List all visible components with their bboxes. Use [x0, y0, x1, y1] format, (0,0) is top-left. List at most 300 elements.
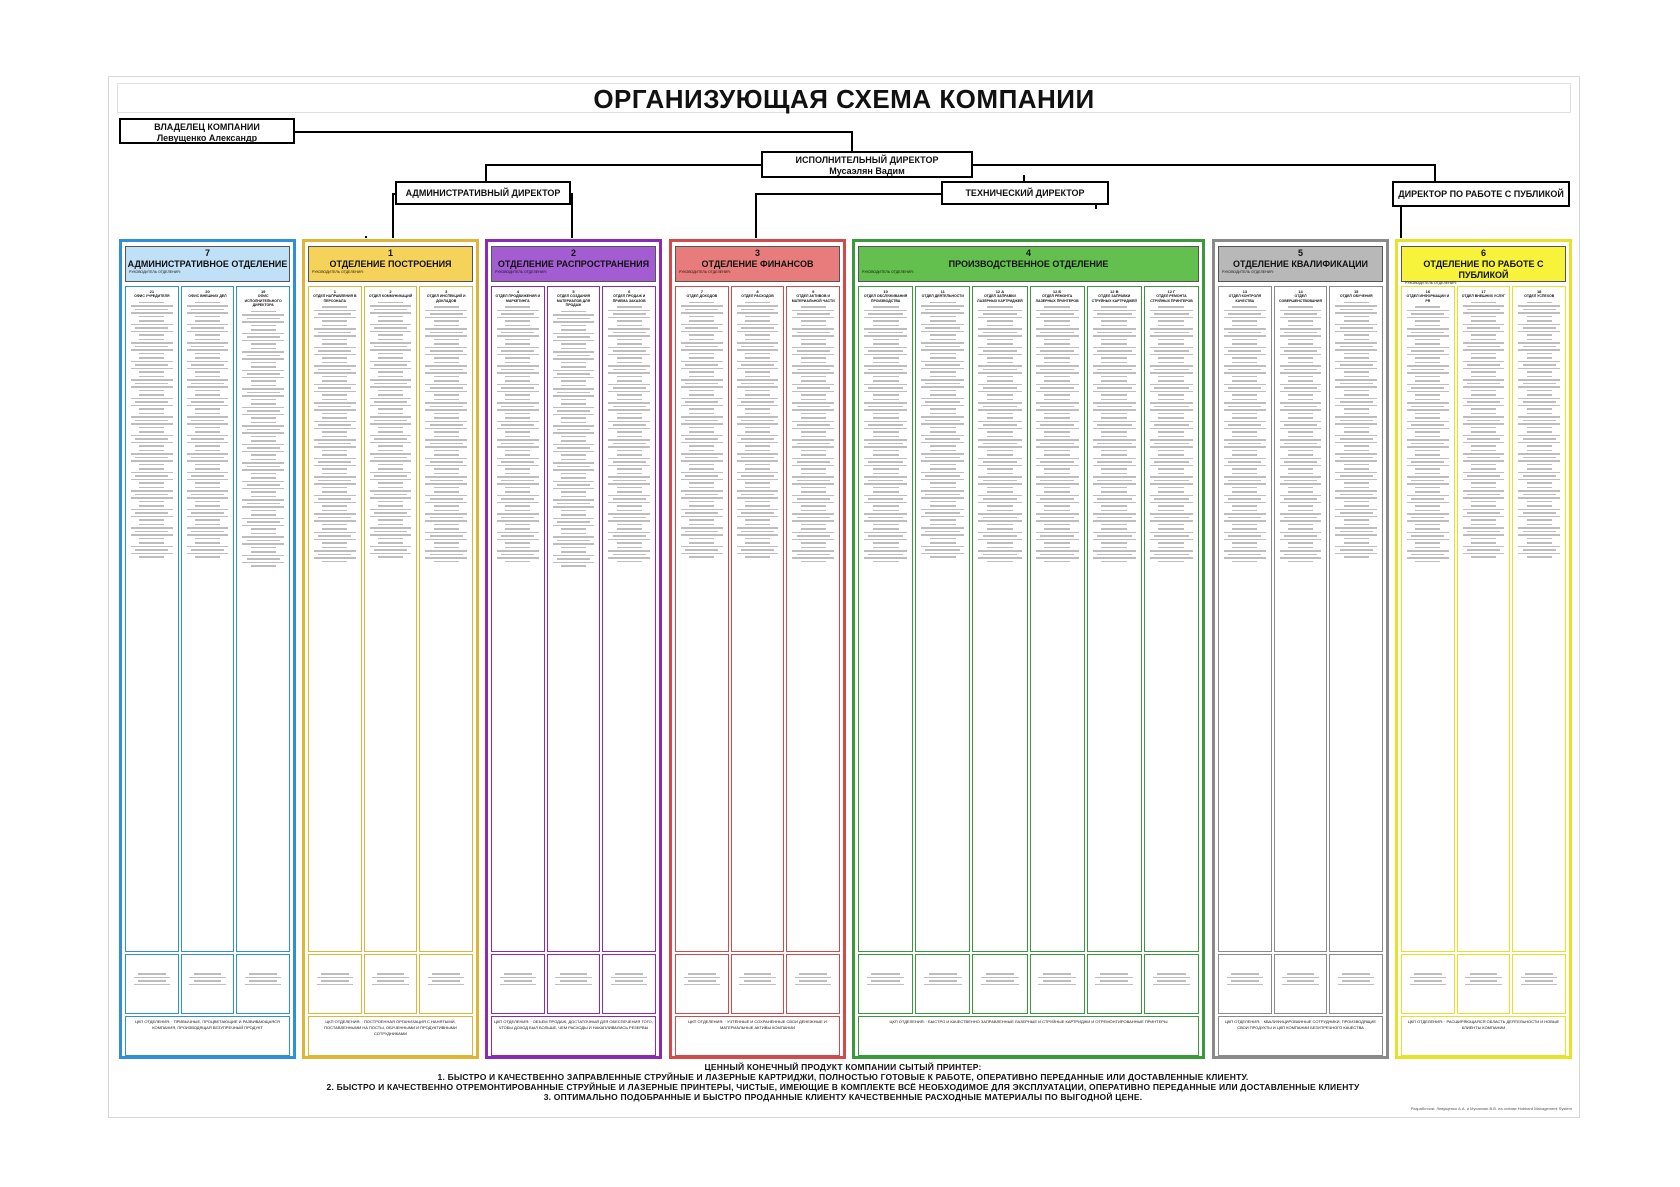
connector-owner-exec [294, 131, 852, 133]
fine-print-block [187, 320, 229, 336]
fine-print-block [1407, 325, 1449, 341]
fine-print-block [608, 362, 650, 378]
department-head-label: РУКОВОДИТЕЛЬ ОТДЕЛЕНИЯ: [129, 270, 181, 274]
division-vfp [491, 954, 545, 1014]
division-name: ОТДЕЛ ИНСПЕКЦИЙ И ДОКЛАДОВ [426, 294, 466, 303]
fine-print-block [425, 510, 467, 526]
fine-print-block [1518, 542, 1560, 558]
connector [365, 236, 367, 238]
department-header [125, 246, 290, 282]
division-number: 2 [389, 289, 392, 294]
fine-print-block [1518, 320, 1560, 336]
fine-print-block [1335, 339, 1377, 355]
division-name: ОТДЕЛ ДОХОДОВ [686, 294, 718, 298]
fine-print-block [608, 306, 650, 322]
division-column [1401, 286, 1455, 952]
fine-print-block [1518, 450, 1560, 466]
fine-print-block [497, 547, 539, 563]
fine-print-block [921, 357, 964, 373]
department [669, 239, 846, 1059]
fine-print-block [131, 542, 173, 558]
division-name: ОТДЕЛ СОЗДАНИЯ МАТЕРИАЛОВ ДЛЯ ПРОДАЖ [556, 294, 591, 307]
division-vfp [125, 954, 179, 1014]
division-column [1329, 286, 1383, 952]
fine-print-block [608, 380, 650, 396]
fine-print-block [1280, 380, 1322, 396]
department-vfp: ЦКП ОТДЕЛЕНИЯ: · РАСШИРЯЮЩАЯСЯ ОБЛАСТЬ ДЕЯТЕЛЬНОСТИ И НОВЫЕ КЛИЕНТЫ КОМПАНИИ [1401, 1016, 1566, 1056]
fine-print-block [242, 459, 284, 475]
fine-print-block [1280, 436, 1322, 452]
fine-print-block [497, 454, 539, 470]
fine-print-block [1335, 394, 1377, 410]
fine-print-block [131, 487, 173, 503]
fine-print-block [497, 343, 539, 359]
division-number: 15 [1353, 289, 1359, 294]
fine-print-block [497, 325, 539, 341]
division-name: ОТДЕЛ ИНФОРМАЦИИ И PR [1406, 294, 1450, 303]
connector [571, 193, 573, 238]
fine-print-block [608, 399, 650, 415]
division-name: ОТДЕЛ КОНТРОЛЯ КАЧЕСТВА [1228, 294, 1262, 303]
fine-print-block [608, 343, 650, 359]
fine-print-block [792, 399, 834, 415]
fine-print-block [681, 487, 723, 503]
connector [392, 193, 394, 238]
fine-print-block [497, 436, 539, 452]
fine-print-block [681, 542, 723, 558]
division-column [602, 286, 656, 952]
fine-print-block [921, 487, 964, 503]
fine-print-block [425, 473, 467, 489]
department-header [858, 246, 1199, 282]
fine-print-block [1407, 306, 1449, 322]
fine-print-block [1518, 524, 1560, 540]
division-column [1457, 286, 1511, 952]
division-name: ОТДЕЛ ОБСЛУЖИВАНИЯ ПРОИЗВОДСТВА [863, 294, 908, 303]
fine-print-block [131, 320, 173, 336]
fine-print-block [1518, 468, 1560, 484]
division-number: 16 [1425, 289, 1431, 294]
division-number: 11 [940, 289, 945, 294]
fine-print-block [1463, 320, 1505, 336]
fine-print-block [1407, 380, 1449, 396]
fine-print-block [553, 329, 595, 345]
fine-print-block [978, 510, 1021, 526]
fine-print-block [1280, 306, 1322, 322]
fine-print-block [131, 394, 173, 410]
division-column [915, 286, 970, 952]
fine-print-block [608, 473, 650, 489]
fine-print-block [792, 473, 834, 489]
fine-print-block [1150, 491, 1193, 507]
fine-print-block [681, 468, 723, 484]
fine-print-block [681, 505, 723, 521]
department-number: 2 [570, 248, 576, 258]
division-vfp [1144, 954, 1199, 1014]
fine-print-block [131, 450, 173, 466]
fine-print-block [792, 491, 834, 507]
fine-print-block [131, 505, 173, 521]
fine-print-block [1518, 357, 1560, 373]
fine-print-block [737, 431, 779, 447]
department-name: АДМИНИСТРАТИВНОЕ ОТДЕЛЕНИЕ [127, 259, 288, 269]
division-column [1274, 286, 1328, 952]
connector [755, 193, 757, 238]
fine-print-block [242, 496, 284, 512]
fine-print-block [1463, 394, 1505, 410]
executive-name: Мусаэлян Вадим [829, 166, 905, 176]
fine-print-block [131, 339, 173, 355]
fine-print-block [978, 306, 1021, 322]
division-name: ОТДЕЛ РЕМОНТА СТРУЙНЫХ ПРИНТЕРОВ [1150, 294, 1193, 303]
fine-print-block [1335, 376, 1377, 392]
fine-print-block [1224, 417, 1266, 433]
fine-print-block [1335, 413, 1377, 429]
fine-print-block [921, 339, 964, 355]
department-head-label: РУКОВОДИТЕЛЬ ОТДЕЛЕНИЯ: [312, 270, 364, 274]
fine-print-block [737, 376, 779, 392]
department-vfp: ЦКП ОТДЕЛЕНИЯ: · КВАЛИФИЦИРОВАННЫЕ СОТРУДНИКИ, ПРОИЗВОДЯЩИЕ СВОИ ПРОДУКТЫ И ЦКП КОМПАНИИ БЕЗУПРЕЧНОГО КАЧЕСТВА [1218, 1016, 1383, 1056]
fine-print-block [978, 380, 1021, 396]
division-number: 12 Г [1167, 289, 1176, 294]
fine-print-block [1280, 491, 1322, 507]
department-head-label: РУКОВОДИТЕЛЬ ОТДЕЛЕНИЯ: [495, 270, 547, 274]
division-column [972, 286, 1027, 952]
fine-print-block [1335, 450, 1377, 466]
fine-print-block [1463, 524, 1505, 540]
fine-print-block [608, 325, 650, 341]
division-column [1512, 286, 1566, 952]
fine-print-block [921, 394, 964, 410]
fine-print-block [1280, 362, 1322, 378]
fine-print-block [553, 385, 595, 401]
fine-print-block [370, 320, 412, 336]
footer-note: Разработчик: Левущенко А.А. и Мусаэлян В.В. на основе Hubbard Management System [1410, 1106, 1572, 1111]
division-number: 7 [700, 289, 703, 294]
fine-print-block [921, 450, 964, 466]
fine-print-block [1407, 473, 1449, 489]
fine-print-block [370, 542, 412, 558]
fine-print-block [737, 487, 779, 503]
fine-print-block [1463, 542, 1505, 558]
fine-print-block [425, 436, 467, 452]
fine-print-block [978, 528, 1021, 544]
tech-director-label: ТЕХНИЧЕСКИЙ ДИРЕКТОР [965, 188, 1085, 198]
division-vfp [786, 954, 840, 1014]
fine-print-block [1093, 454, 1136, 470]
public-director-label: ДИРЕКТОР ПО РАБОТЕ С ПУБЛИКОЙ [1398, 189, 1564, 199]
fine-print-block [370, 394, 412, 410]
fine-print-block [1335, 468, 1377, 484]
fine-print-block [553, 514, 595, 530]
fine-print-block [1518, 302, 1560, 318]
fine-print-block [864, 343, 907, 359]
department-name: ОТДЕЛЕНИЕ ФИНАНСОВ [701, 259, 814, 269]
department-vfp: ЦКП ОТДЕЛЕНИЯ: · ПРИВЫЧНЫЕ, ПРОЦВЕТАЮЩИЕ И РАЗВИВАЮЩАЯСЯ КОМПАНИЯ, ПРОИЗВОДЯЩАЯ БЕЗУПРЕЧНЫЙ ПРОДУКТ [125, 1016, 290, 1056]
fine-print-block [864, 473, 907, 489]
fine-print-block [1036, 491, 1079, 507]
fine-print-block [792, 380, 834, 396]
division-name: ОТДЕЛ РАСХОДОВ [741, 294, 774, 298]
division-name: ОТДЕЛ ПРОДАЖ И ПРИЕМА ЗАКАЗОВ [612, 294, 646, 303]
division-vfp [1087, 954, 1142, 1014]
fine-print-block [1407, 399, 1449, 415]
division-number: 5 [572, 289, 575, 294]
division-name: ОТДЕЛ ДЕЯТЕЛЬНОСТИ [921, 294, 964, 298]
product-line-3: 3. ОПТИМАЛЬНО ПОДОБРАННЫЕ И БЫСТРО ПРОДАННЫЕ КЛИЕНТУ КАЧЕСТВЕННЫЕ РАСХОДНЫЕ МАТЕРИАЛЫ ПО ВЫГОДНОЙ ЦЕНЕ. [543, 1092, 1143, 1102]
fine-print-block [131, 524, 173, 540]
fine-print-block [1093, 436, 1136, 452]
division-number: 4 [516, 289, 519, 294]
fine-print-block [1518, 487, 1560, 503]
fine-print-block [187, 505, 229, 521]
division-name: ОТДЕЛ ВНЕШНИХ УСЛУГ [1461, 294, 1506, 298]
fine-print-block [1280, 454, 1322, 470]
division-column [731, 286, 785, 952]
division-column [125, 286, 179, 952]
division-name: ОТДЕЛ РЕМОНТА ЛАЗЕРНЫХ ПРИНТЕРОВ [1035, 294, 1079, 303]
fine-print-block [737, 394, 779, 410]
fine-print-block [681, 320, 723, 336]
fine-print-block [1407, 436, 1449, 452]
owner-name: Левущенко Александр [156, 133, 258, 143]
fine-print-block [1280, 399, 1322, 415]
fine-print-block [921, 505, 964, 521]
fine-print-block [370, 487, 412, 503]
fine-print-block [1150, 473, 1193, 489]
fine-print-block [1463, 431, 1505, 447]
fine-print-block [792, 362, 834, 378]
department-number: 7 [204, 248, 210, 258]
fine-print-block [131, 357, 173, 373]
fine-print-block [864, 454, 907, 470]
division-vfp [1329, 954, 1383, 1014]
fine-print-block [1093, 473, 1136, 489]
fine-print-block [370, 524, 412, 540]
division-number: 12 А [995, 289, 1005, 294]
fine-print-block [370, 413, 412, 429]
fine-print-block [1093, 528, 1136, 544]
fine-print-block [792, 436, 834, 452]
division-name: ОТДЕЛ НАПРАВЛЕНИЯ В ПЕРСОНАЛА [313, 294, 357, 303]
fine-print-block [864, 362, 907, 378]
fine-print-block [1093, 306, 1136, 322]
fine-print-block [425, 380, 467, 396]
fine-print-block [1518, 376, 1560, 392]
department-number: 1 [387, 248, 393, 258]
fine-print-block [425, 362, 467, 378]
fine-print-block [425, 306, 467, 322]
fine-print-block [370, 357, 412, 373]
division-number: 8 [756, 289, 759, 294]
fine-print-block [978, 325, 1021, 341]
division-vfp [1512, 954, 1566, 1014]
department-header [675, 246, 840, 282]
fine-print-block [1224, 473, 1266, 489]
fine-print-block [864, 417, 907, 433]
division-name: ОТДЕЛ ПРОДВИЖЕНИЯ И МАРКЕТИНГА [495, 294, 541, 303]
tech-director-box [941, 181, 1109, 205]
department-head-label: РУКОВОДИТЕЛЬ ОТДЕЛЕНИЯ: [862, 270, 914, 274]
fine-print-block [737, 413, 779, 429]
fine-print-block [978, 491, 1021, 507]
department-name: ОТДЕЛЕНИЕ ПО РАБОТЕ С ПУБЛИКОЙ [1423, 259, 1544, 280]
division-number: 19 [260, 289, 266, 294]
fine-print-block [737, 357, 779, 373]
owner-label: ВЛАДЕЛЕЦ КОМПАНИИ [154, 122, 260, 132]
fine-print-block [1407, 343, 1449, 359]
fine-print-block [1407, 454, 1449, 470]
fine-print-block [737, 542, 779, 558]
fine-print-block [1518, 505, 1560, 521]
fine-print-block [864, 491, 907, 507]
fine-print-block [864, 436, 907, 452]
division-vfp [308, 954, 362, 1014]
fine-print-block [1280, 417, 1322, 433]
fine-print-block [553, 366, 595, 382]
fine-print-block [737, 320, 779, 336]
fine-print-block [921, 302, 964, 318]
fine-print-block [1407, 528, 1449, 544]
fine-print-block [921, 431, 964, 447]
fine-print-block [921, 320, 964, 336]
fine-print-block [1407, 510, 1449, 526]
fine-print-block [978, 547, 1021, 563]
fine-print-block [1224, 325, 1266, 341]
fine-print-block [1518, 413, 1560, 429]
fine-print-block [792, 547, 834, 563]
fine-print-block [497, 510, 539, 526]
fine-print-block [497, 380, 539, 396]
fine-print-block [497, 528, 539, 544]
fine-print-block [1224, 399, 1266, 415]
department-number: 4 [1025, 248, 1031, 258]
fine-print-block [1150, 454, 1193, 470]
division-number: 17 [1481, 289, 1486, 294]
fine-print-block [978, 343, 1021, 359]
fine-print-block [1150, 510, 1193, 526]
fine-print-block [187, 394, 229, 410]
title-box [117, 83, 1571, 113]
division-vfp [731, 954, 785, 1014]
fine-print-block [1150, 436, 1193, 452]
division-number: 20 [205, 289, 210, 294]
fine-print-block [242, 533, 284, 549]
fine-print-block [1335, 524, 1377, 540]
owner-box [119, 118, 295, 144]
fine-print-block [314, 510, 356, 526]
fine-print-block [1150, 417, 1193, 433]
fine-print-block [314, 436, 356, 452]
fine-print-block [1224, 510, 1266, 526]
fine-print-block [314, 491, 356, 507]
division-vfp [419, 954, 473, 1014]
fine-print-block [1224, 343, 1266, 359]
department-number: 3 [754, 248, 760, 258]
fine-print-block [737, 450, 779, 466]
fine-print-block [1518, 339, 1560, 355]
fine-print-block [553, 496, 595, 512]
fine-print-block [242, 477, 284, 493]
division-number: 21 [149, 289, 155, 294]
fine-print-block [1280, 473, 1322, 489]
fine-print-block [681, 376, 723, 392]
fine-print-block [242, 366, 284, 382]
fine-print-block [242, 329, 284, 345]
fine-print-block [1150, 362, 1193, 378]
fine-print-block [1463, 376, 1505, 392]
fine-print-block [792, 343, 834, 359]
fine-print-block [792, 417, 834, 433]
fine-print-block [1335, 302, 1377, 318]
fine-print-block [131, 468, 173, 484]
department-name: ОТДЕЛЕНИЕ КВАЛИФИКАЦИИ [1232, 259, 1369, 269]
connector [485, 164, 487, 182]
company-product [117, 1062, 1569, 1104]
fine-print-block [187, 487, 229, 503]
division-column [236, 286, 290, 952]
fine-print-block [1036, 306, 1079, 322]
department-header [308, 246, 473, 282]
fine-print-block [314, 454, 356, 470]
fine-print-block [1407, 417, 1449, 433]
fine-print-block [131, 413, 173, 429]
fine-print-block [864, 547, 907, 563]
fine-print-block [131, 431, 173, 447]
fine-print-block [1036, 510, 1079, 526]
fine-print-block [425, 343, 467, 359]
fine-print-block [553, 311, 595, 327]
fine-print-block [681, 357, 723, 373]
fine-print-block [864, 510, 907, 526]
fine-print-block [314, 528, 356, 544]
fine-print-block [792, 528, 834, 544]
fine-print-block [370, 302, 412, 318]
fine-print-block [1093, 380, 1136, 396]
fine-print-block [1036, 380, 1079, 396]
fine-print-block [1224, 380, 1266, 396]
fine-print-block [864, 325, 907, 341]
public-director-box [1392, 181, 1570, 207]
fine-print-block [1150, 399, 1193, 415]
connector-exec-admin [485, 164, 761, 166]
fine-print-block [314, 362, 356, 378]
fine-print-block [497, 399, 539, 415]
fine-print-block [370, 505, 412, 521]
division-vfp [1274, 954, 1328, 1014]
fine-print-block [242, 403, 284, 419]
fine-print-block [1280, 343, 1322, 359]
fine-print-block [978, 417, 1021, 433]
department-head-label: РУКОВОДИТЕЛЬ ОТДЕЛЕНИЯ: [679, 270, 731, 274]
department [119, 239, 296, 1059]
fine-print-block [1036, 436, 1079, 452]
fine-print-block [1150, 380, 1193, 396]
division-name: ОТДЕЛ ЗАПРАВКИ ЛАЗЕРНЫХ КАРТРИДЖЕЙ [977, 294, 1023, 303]
fine-print-block [1518, 431, 1560, 447]
division-number: 18 [1536, 289, 1542, 294]
fine-print-block [314, 473, 356, 489]
fine-print-block [553, 440, 595, 456]
fine-print-block [978, 362, 1021, 378]
fine-print-block [1036, 473, 1079, 489]
fine-print-block [1407, 547, 1449, 563]
fine-print-block [1093, 399, 1136, 415]
fine-print-block [242, 440, 284, 456]
executive-box [761, 151, 973, 178]
fine-print-block [370, 450, 412, 466]
division-column [419, 286, 473, 952]
